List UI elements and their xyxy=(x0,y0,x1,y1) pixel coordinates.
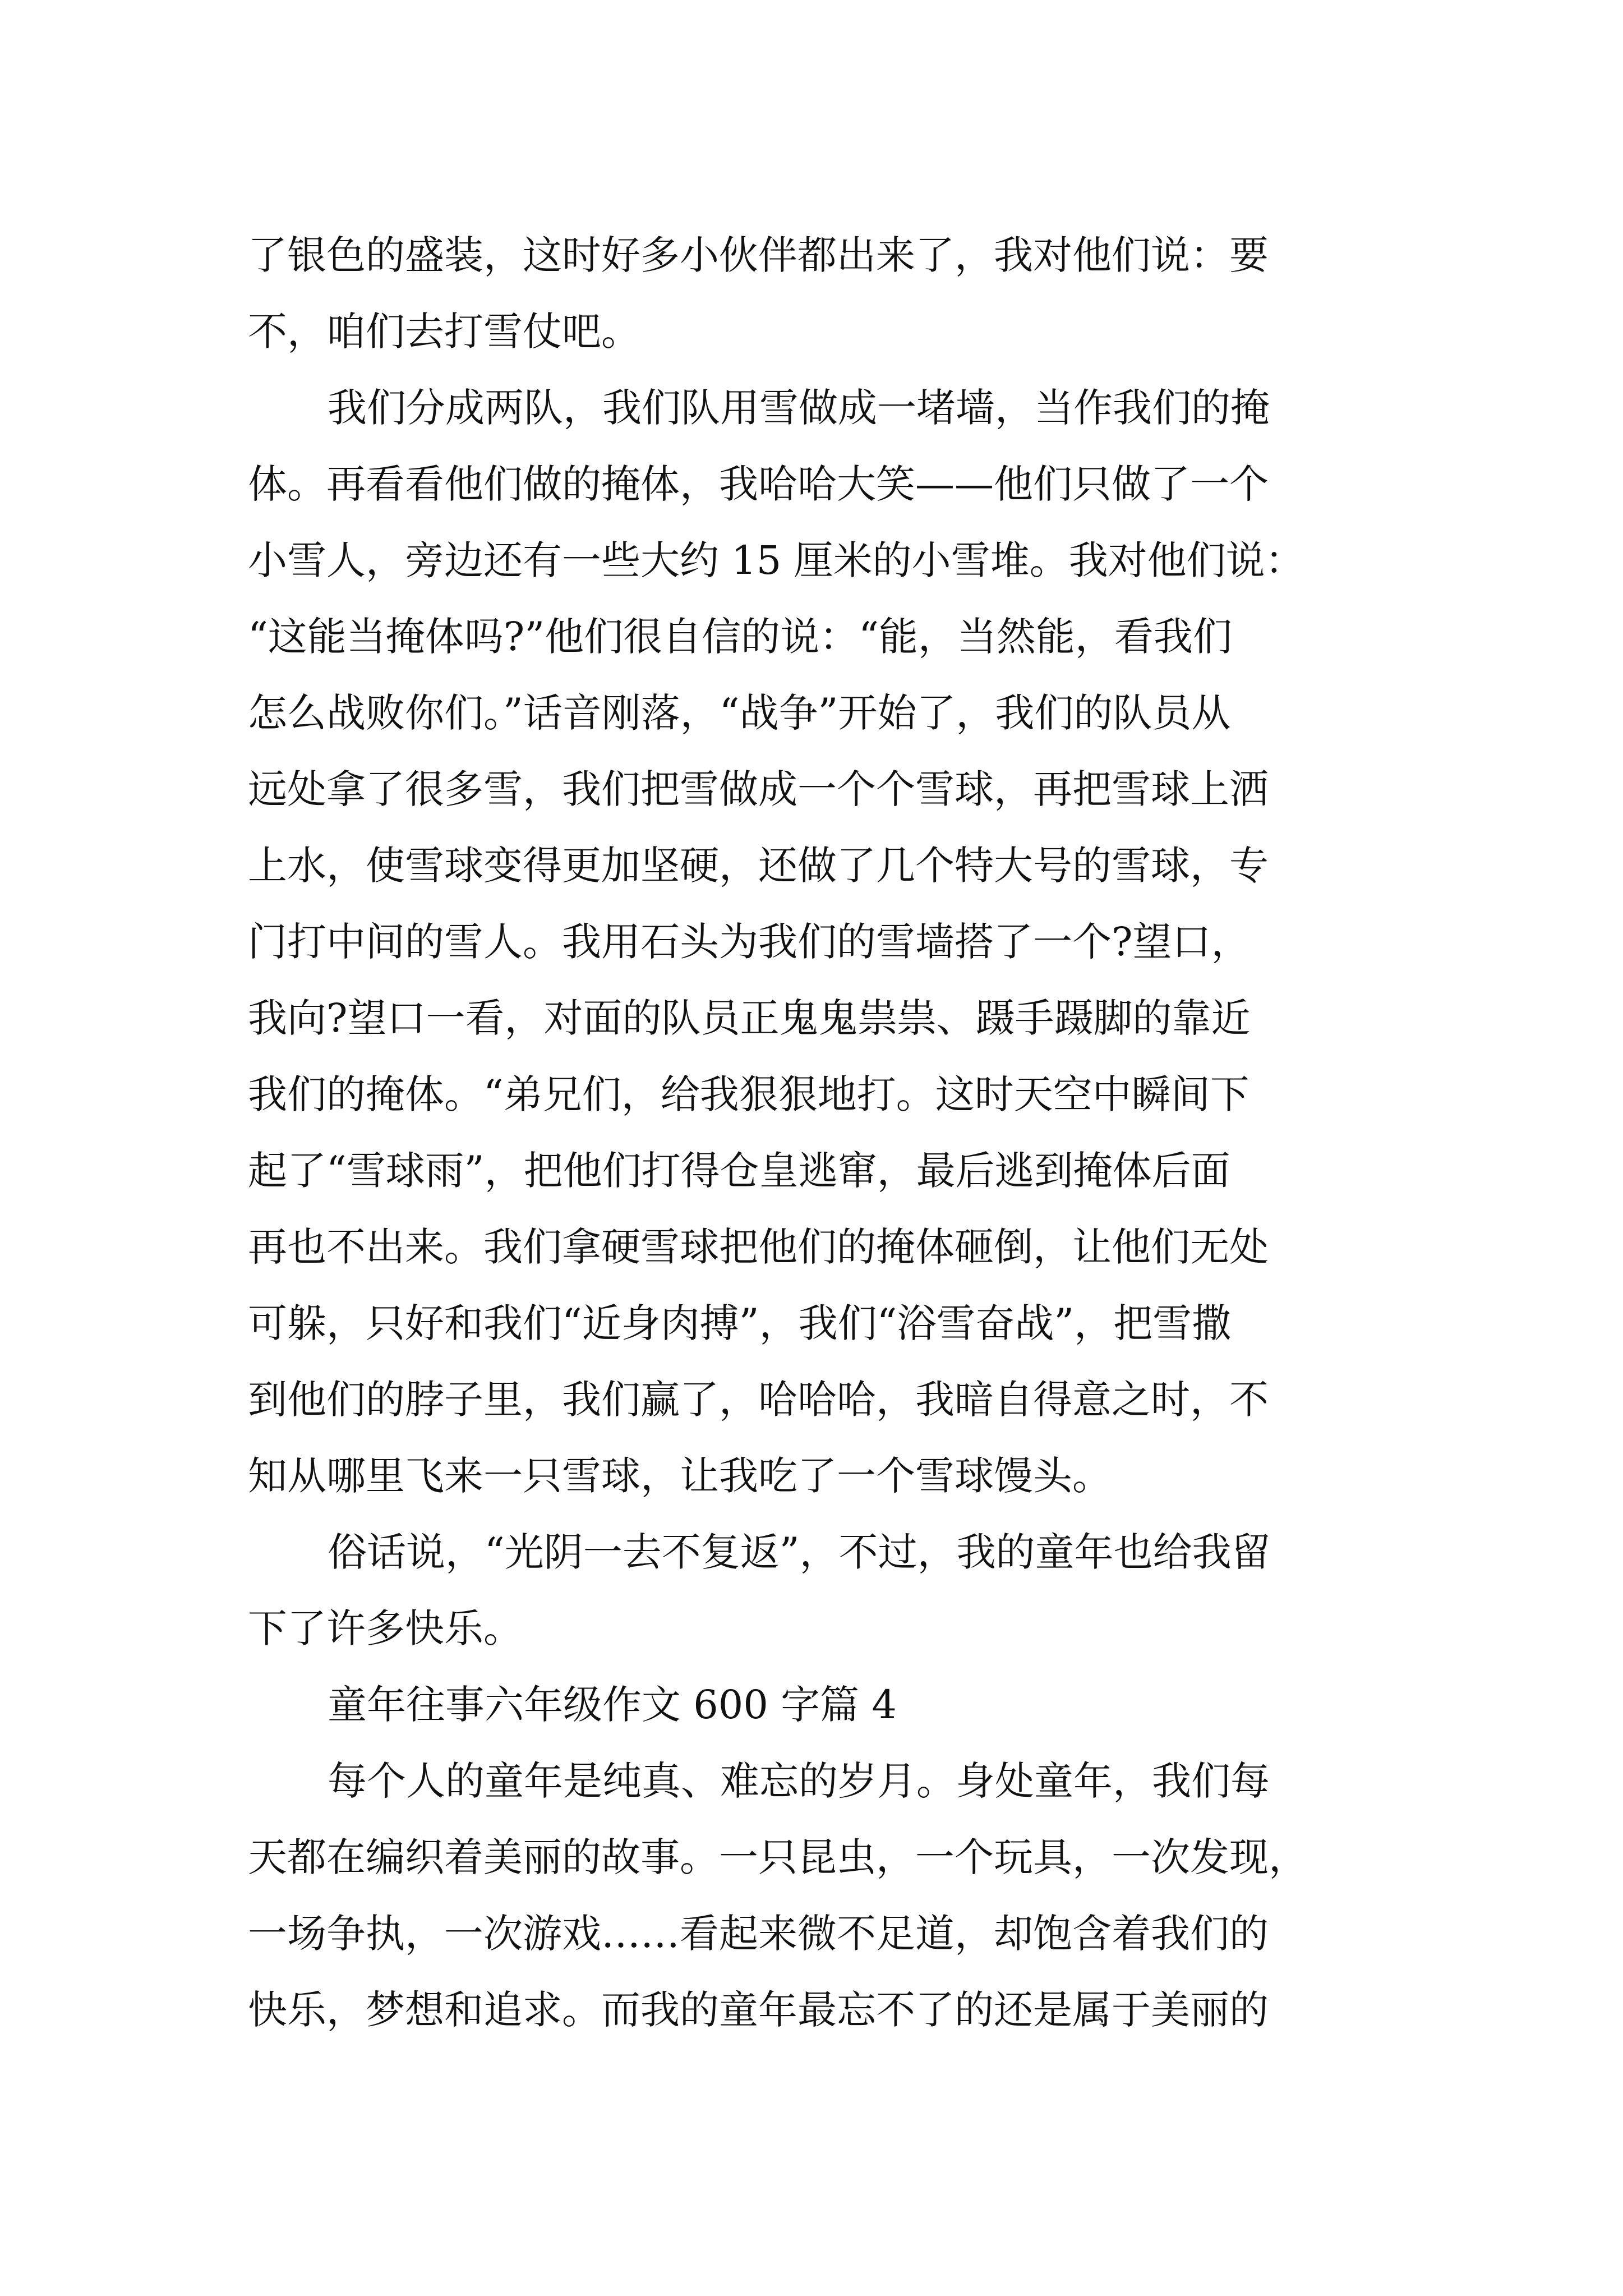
text-line: 远处拿了很多雪，我们把雪做成一个个雪球，再把雪球上洒 xyxy=(248,766,1269,812)
text-line: 俗话说，“光阴一去不复返”，不过，我的童年也给我留 xyxy=(328,1529,1271,1575)
text-line: 可躲，只好和我们“近身肉搏”，我们“浴雪奋战”，把雪撒 xyxy=(248,1300,1232,1346)
text-line: 快乐，梦想和追求。而我的童年最忘不了的还是属于美丽的 xyxy=(248,1987,1269,2033)
text-line: 体。再看看他们做的掩体，我哈哈大笑——他们只做了一个 xyxy=(248,461,1269,507)
text-line: 下了许多快乐。 xyxy=(248,1605,523,1651)
text-line: 我们分成两队，我们队用雪做成一堵墙，当作我们的掩 xyxy=(328,385,1270,431)
text-line: 再也不出来。我们拿硬雪球把他们的掩体砸倒，让他们无处 xyxy=(248,1224,1269,1270)
text-line: 上水，使雪球变得更加坚硬，还做了几个特大号的雪球，专 xyxy=(248,843,1269,889)
text-line: 我向?望口一看，对面的队员正鬼鬼祟祟、蹑手蹑脚的靠近 xyxy=(248,995,1251,1041)
text-line: 小雪人，旁边还有一些大约 15 厘米的小雪堆。我对他们说： xyxy=(248,537,1304,583)
text-line: 了银色的盛装，这时好多小伙伴都出来了，我对他们说：要 xyxy=(248,232,1269,278)
text-line: 到他们的脖子里，我们赢了，哈哈哈，我暗自得意之时，不 xyxy=(248,1377,1269,1423)
essay-text xyxy=(248,217,1375,2048)
text-line: 我们的掩体。“弟兄们，给我狠狠地打。这时天空中瞬间下 xyxy=(248,1071,1249,1117)
text-line: 每个人的童年是纯真、难忘的岁月。身处童年，我们每 xyxy=(328,1758,1270,1804)
text-line: 怎么战败你们。”话音刚落，“战争”开始了，我们的队员从 xyxy=(248,690,1231,736)
text-line: 起了“雪球雨”，把他们打得仓皇逃窜，最后逃到掩体后面 xyxy=(248,1148,1230,1194)
text-line: 不，咱们去打雪仗吧。 xyxy=(248,309,640,355)
text-line: “这能当掩体吗?”他们很自信的说：“能，当然能，看我们 xyxy=(248,614,1232,660)
text-line: 门打中间的雪人。我用石头为我们的雪墙搭了一个?望口， xyxy=(248,919,1251,965)
text-line: 知从哪里飞来一只雪球，让我吃了一个雪球馒头。 xyxy=(248,1453,1112,1499)
section-heading: 童年往事六年级作文 600 字篇 4 xyxy=(328,1682,897,1728)
text-line: 一场争执，一次游戏……看起来微不足道，却饱含着我们的 xyxy=(248,1911,1269,1957)
text-line: 天都在编织着美丽的故事。一只昆虫，一个玩具，一次发现， xyxy=(248,1834,1308,1880)
